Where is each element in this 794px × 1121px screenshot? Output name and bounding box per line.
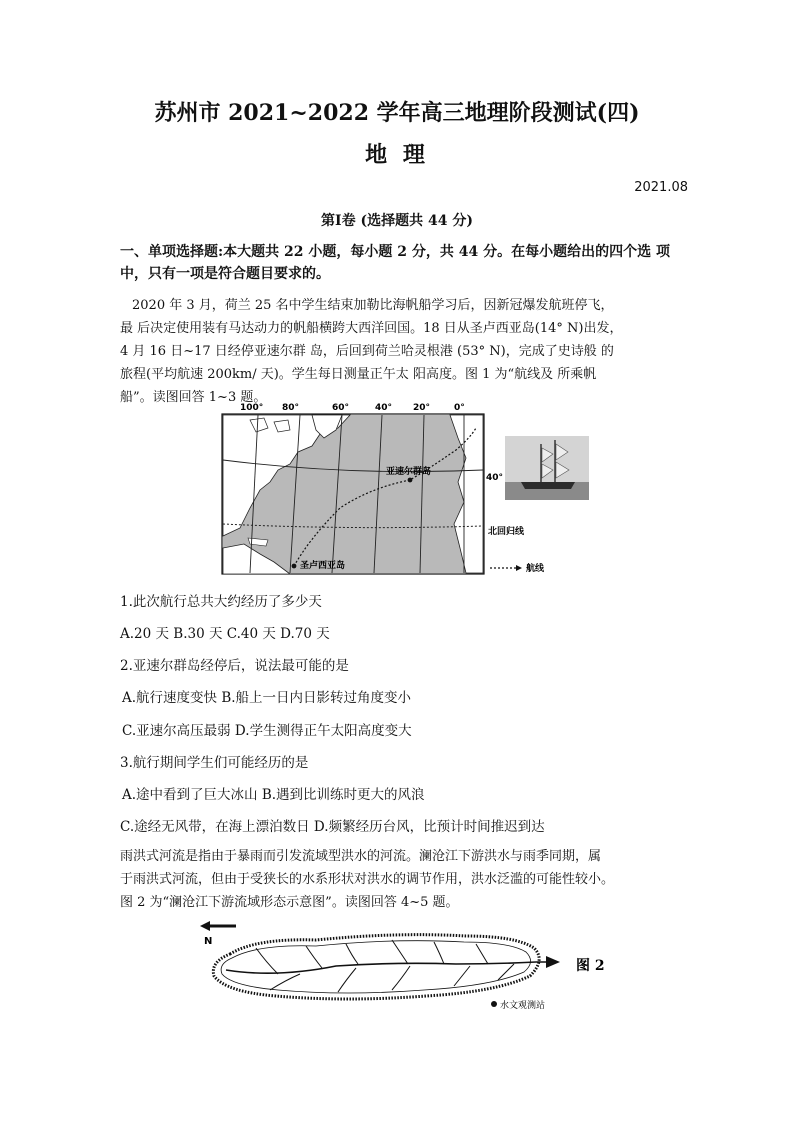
azores-label: 亚速尔群岛 [386,467,432,477]
lon-label-80: 80° [282,403,300,413]
passage-1-line: 旅程(平均航速 200km/ 天)。学生每日测量正午太 阳高度。图 1 为“航线及 所乘帆 [120,367,597,382]
passage-2 [120,845,690,914]
section-title: 第Ⅰ卷 (选择题共 44 分) [321,213,473,229]
north-label: N [204,936,213,947]
question-3-options-cd: C.途经无风带，在海上漂泊数日 D.频繁经历台风，比预计时间推迟到达 [120,819,545,835]
lon-label-100: 100° [240,403,264,413]
question-3-stem: 3.航行期间学生们可能经历的是 [120,755,309,771]
question-2-options-cd: C.亚速尔高压最弱 D.学生测得正午太阳高度变大 [122,723,412,739]
passage-1-line: 4 月 16 日~17 日经停亚速尔群 岛，后回到荷兰哈灵根港 (53° N)，完成了史诗般 的 [120,344,614,359]
lat-label-40: 40° [486,473,504,483]
hydrological-station-label: 水文观测站 [500,1001,546,1011]
subject-title: 地 理 [365,142,429,168]
page-title: 苏州市 2021~2022 学年高三地理阶段测试(四) [154,100,640,126]
passage-1-line: 最 后决定使用装有马达动力的帆船横跨大西洋回国。18 日从圣卢西亚岛(14° N)出发， [120,321,623,336]
exam-date: 2021.08 [634,180,688,195]
passage-1-line: 2020 年 3 月，荷兰 25 名中学生结束加勒比海帆船学习后，因新冠爆发航班停飞， [132,298,614,313]
basin-inner-outline [221,941,530,993]
tributaries [256,940,514,992]
question-2-options-ab: A.航行速度变快 B.船上一日内日影转过角度变小 [122,690,412,706]
figure-2-basin [196,918,616,1018]
route-legend-arrow [516,565,522,571]
passage-1 [120,294,680,409]
figure-2-label: 图 2 [576,958,605,974]
sailing-ship-photo [505,436,589,500]
question-3-options-ab: A.途中看到了巨大冰山 B.遇到比训练时更大的风浪 [122,787,425,803]
azores-point [408,478,413,483]
ship-hull [521,482,575,489]
tropic-label: 北回归线 [488,527,525,537]
lon-label-60: 60° [332,403,350,413]
st-lucia-point [292,564,297,569]
hydrological-station-point [491,1001,497,1007]
route-legend-label: 航线 [526,564,545,574]
st-lucia-label: 圣卢西亚岛 [300,561,346,571]
passage-2-line: 图 2 为“澜沧江下游流域形态示意图”。读图回答 4~5 题。 [120,895,459,910]
question-1-options: A.20 天 B.30 天 C.40 天 D.70 天 [120,626,330,642]
basin-boundary [213,935,539,999]
passage-1-line: 船”。读图回答 1~3 题。 [120,390,267,405]
passage-2-line: 于雨洪式河流，但由于受狭长的水系形状对洪水的调节作用，洪水泛滥的可能性较小。 [120,872,615,887]
question-2-stem: 2.亚速尔群岛经停后，说法最可能的是 [120,658,349,674]
section-instruction: 一、单项选择题:本大题共 22 小题，每小题 2 分，共 44 分。在每小题给出的四个选 项中，只有一项是符合题目要求的。 [120,244,670,282]
main-river [226,962,548,973]
lon-label-20: 20° [413,403,431,413]
passage-2-line: 雨洪式河流是指由于暴雨而引发流域型洪水的河流。澜沧江下游洪水与雨季同期，属 [120,849,602,864]
lon-label-40: 40° [375,403,393,413]
lon-label-0: 0° [454,403,465,413]
river-flow-arrow [546,956,560,968]
question-1-stem: 1.此次航行总共大约经历了多少天 [120,594,322,610]
north-arrow-head [200,921,210,931]
